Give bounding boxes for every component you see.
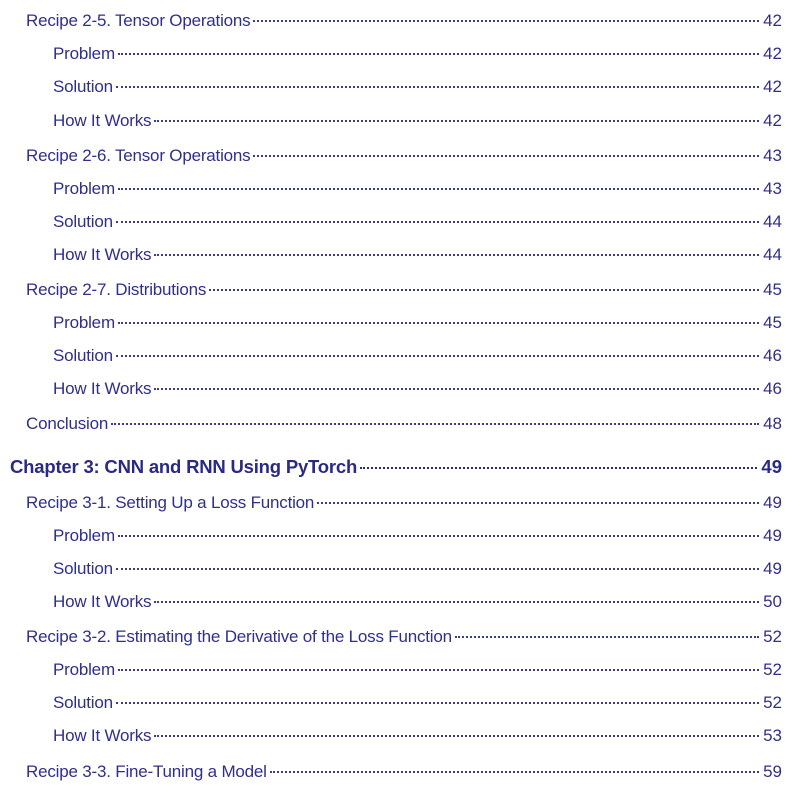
toc-entry-page: 46 (763, 346, 782, 365)
dot-leader (253, 20, 759, 22)
toc-entry-page: 42 (763, 111, 782, 130)
dot-leader (154, 120, 759, 122)
toc-entry-recipe-3-3[interactable] (26, 762, 782, 782)
toc-entry-title: How It Works (53, 726, 152, 745)
toc-entry-title: Problem (53, 44, 115, 63)
dot-leader (360, 467, 757, 469)
toc-entry-title: Problem (53, 179, 115, 198)
toc-entry-page: 48 (763, 414, 782, 433)
toc-entry-title: Recipe 3-2. Estimating the Derivative of the Loss Function (26, 627, 452, 646)
toc-entry-title: Problem (53, 526, 115, 545)
toc-entry-title: Recipe 2-7. Distributions (26, 280, 207, 299)
toc-entry-solution[interactable] (53, 693, 782, 713)
toc-entry-page: 45 (763, 313, 782, 332)
toc-entry-page: 52 (763, 660, 782, 679)
toc-entry-recipe-2-5[interactable] (26, 11, 782, 31)
toc-entry-page: 49 (763, 559, 782, 578)
toc-entry-problem[interactable] (53, 179, 782, 199)
toc-entry-title: How It Works (53, 379, 152, 398)
toc-entry-page: 59 (763, 762, 782, 781)
toc-entry-title: Recipe 3-3. Fine-Tuning a Model (26, 762, 267, 781)
toc-entry-title: Problem (53, 660, 115, 679)
toc-entry-title: How It Works (53, 111, 152, 130)
dot-leader (209, 289, 759, 291)
toc-entry-recipe-3-2[interactable] (26, 627, 782, 647)
toc-entry-solution[interactable] (53, 559, 782, 579)
dot-leader (154, 735, 759, 737)
toc-entry-title: Recipe 2-5. Tensor Operations (26, 11, 251, 30)
toc-entry-title: Solution (53, 346, 113, 365)
dot-leader (154, 601, 759, 603)
toc-entry-page: 42 (763, 44, 782, 63)
toc-chapter-title: Chapter 3: CNN and RNN Using PyTorch (10, 456, 358, 477)
dot-leader (317, 502, 759, 504)
toc-entry-title: Solution (53, 212, 113, 231)
dot-leader (116, 568, 759, 570)
toc-entry-page: 49 (763, 526, 782, 545)
dot-leader (118, 188, 759, 190)
toc-entry-recipe-2-7[interactable] (26, 280, 782, 300)
toc-entry-page: 44 (763, 212, 782, 231)
toc-entry-page: 43 (763, 146, 782, 165)
dot-leader (270, 771, 759, 773)
toc-entry-solution[interactable] (53, 212, 782, 232)
toc-entry-solution[interactable] (53, 77, 782, 97)
dot-leader (154, 254, 759, 256)
toc-entry-page: 50 (763, 592, 782, 611)
toc-entry-page: 42 (763, 11, 782, 30)
toc-entry-page: 49 (761, 456, 782, 477)
toc-entry-title: Conclusion (26, 414, 109, 433)
toc-entry-title: How It Works (53, 245, 152, 264)
dot-leader (116, 702, 759, 704)
dot-leader (116, 355, 759, 357)
dot-leader (118, 669, 759, 671)
toc-entry-how-it-works[interactable] (53, 726, 782, 746)
toc-entry-how-it-works[interactable] (53, 111, 782, 131)
toc-entry-page: 53 (763, 726, 782, 745)
toc-entry-how-it-works[interactable] (53, 379, 782, 399)
dot-leader (116, 221, 759, 223)
toc-entry-chapter-3[interactable] (10, 457, 782, 477)
dot-leader (118, 53, 759, 55)
toc-entry-recipe-2-6[interactable] (26, 146, 782, 166)
toc-entry-page: 52 (763, 627, 782, 646)
toc-entry-title: Solution (53, 693, 113, 712)
dot-leader (118, 322, 759, 324)
toc-entry-title: Solution (53, 77, 113, 96)
toc-entry-title: Problem (53, 313, 115, 332)
dot-leader (154, 388, 759, 390)
toc-entry-problem[interactable] (53, 660, 782, 680)
toc-entry-title: Recipe 3-1. Setting Up a Loss Function (26, 493, 315, 512)
toc-entry-recipe-3-1[interactable] (26, 493, 782, 513)
dot-leader (116, 86, 759, 88)
toc-entry-how-it-works[interactable] (53, 592, 782, 612)
toc-entry-conclusion[interactable] (26, 414, 782, 434)
dot-leader (111, 423, 759, 425)
toc-entry-title: How It Works (53, 592, 152, 611)
dot-leader (253, 155, 759, 157)
toc-entry-problem[interactable] (53, 44, 782, 64)
toc-entry-page: 49 (763, 493, 782, 512)
toc-entry-how-it-works[interactable] (53, 245, 782, 265)
toc-entry-title: Solution (53, 559, 113, 578)
dot-leader (455, 636, 759, 638)
toc-entry-page: 42 (763, 77, 782, 96)
toc-entry-page: 44 (763, 245, 782, 264)
toc-entry-problem[interactable] (53, 313, 782, 333)
toc-entry-page: 45 (763, 280, 782, 299)
toc-entry-page: 52 (763, 693, 782, 712)
toc-entry-page: 43 (763, 179, 782, 198)
toc-entry-solution[interactable] (53, 346, 782, 366)
toc-entry-title: Recipe 2-6. Tensor Operations (26, 146, 251, 165)
toc-entry-problem[interactable] (53, 526, 782, 546)
dot-leader (118, 535, 759, 537)
toc-entry-page: 46 (763, 379, 782, 398)
